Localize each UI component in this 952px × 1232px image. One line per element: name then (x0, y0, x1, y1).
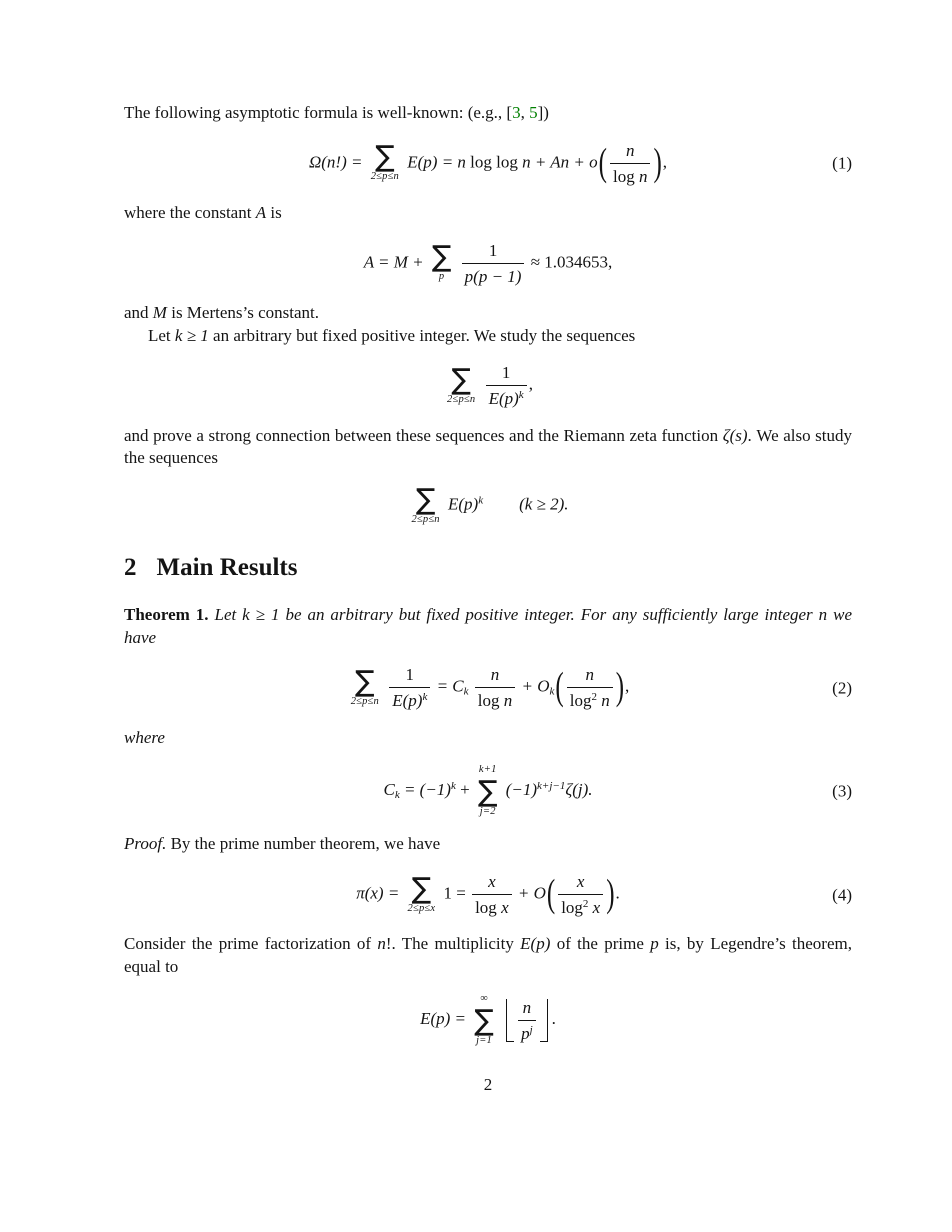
math-condition: (k ≥ 2). (519, 494, 569, 514)
sum-lower-limit: p (438, 271, 445, 283)
body-text: and (124, 303, 153, 322)
sum-lower-limit: 2≤p≤n (411, 513, 440, 525)
body-text: is Mertens’s constant. (166, 303, 320, 322)
fraction-numerator: x (472, 871, 512, 895)
body-text: By the prime number theorem, we have (170, 834, 441, 854)
superscript: 2 (591, 691, 597, 704)
sum-lower-limit: 2≤p≤n (447, 393, 476, 405)
summation-icon: ∑ (451, 361, 471, 396)
sum-lower-limit: j=2 (479, 805, 496, 817)
sum-lower-limit: 2≤p≤n (350, 696, 379, 708)
math-text: ζ(j). (565, 780, 593, 800)
superscript: k (422, 691, 428, 704)
sum-lower-limit: j=1 (476, 1034, 492, 1046)
superscript: k (450, 780, 456, 793)
fraction-numerator: n (567, 664, 613, 688)
fraction (462, 240, 525, 288)
math-operator-log: log log (465, 152, 523, 172)
fraction-numerator: 1 (389, 664, 430, 688)
superscript: k+j−1 (537, 780, 566, 793)
fraction-numerator: 1 (486, 362, 527, 386)
sum-operator (431, 239, 452, 284)
section-number: 2 (124, 554, 137, 582)
sum-upper-limit: k+1 (478, 764, 497, 776)
right-paren: ) (615, 666, 625, 709)
right-floor-icon (540, 999, 548, 1042)
fraction (475, 664, 515, 712)
page-number: 2 (483, 1075, 493, 1095)
fraction-denominator: log n (612, 166, 648, 186)
superscript: j (529, 1023, 533, 1036)
superscript: k (518, 389, 524, 402)
mertens-paragraph (124, 302, 852, 325)
fraction-denominator: $E(p)^k$ (488, 389, 524, 409)
math-text: C (383, 780, 395, 800)
math-operator-plus: + (460, 780, 470, 800)
equation-number: (3) (832, 781, 852, 801)
fraction (389, 664, 430, 712)
equation-1 (124, 140, 852, 188)
fraction-denominator: log x (475, 898, 509, 918)
subscript: k (463, 685, 469, 698)
summation-icon: ∑ (355, 664, 375, 699)
body-text: . We also study the sequences (124, 425, 853, 467)
math-text: π(x) = (356, 883, 400, 903)
consider-paragraph (124, 933, 852, 978)
intro-text: The following asymptotic formula is well-known: (e.g., [ (124, 103, 513, 122)
left-floor-icon (506, 999, 514, 1042)
body-text: an arbitrary but fixed positive integer. We study the sequences (208, 325, 636, 345)
math-text: , (528, 374, 533, 394)
superscript: k (478, 494, 484, 507)
equation-3 (124, 764, 852, 818)
theorem-1-paragraph (124, 604, 852, 649)
left-paren: ( (555, 666, 564, 709)
body-text: is, by Legendre’s theorem, equal to (124, 934, 852, 976)
where-constant-paragraph (124, 202, 852, 225)
summation-icon: ∑ (474, 1002, 494, 1037)
sum-lower-limit: 2≤p≤x (407, 902, 436, 914)
math-text: 1 = (443, 883, 466, 903)
sequence-display-2 (124, 481, 852, 527)
summation-icon: ∑ (415, 481, 436, 516)
math-text: Ω(n!) = (308, 152, 363, 172)
left-paren: ( (546, 873, 556, 916)
fraction-numerator: n (610, 140, 650, 164)
sum-operator (350, 664, 379, 709)
let-k-paragraph (124, 325, 852, 348)
math-text: E(p) = (420, 1009, 467, 1029)
sum-operator (447, 361, 476, 407)
math-text: = C (436, 676, 464, 696)
summation-icon: ∑ (411, 870, 432, 905)
math-text: ≈ 1.034653, (530, 252, 613, 272)
proof-label: Proof. (124, 834, 167, 854)
math-text: = (−1) (403, 780, 451, 800)
equation-2 (124, 664, 852, 712)
body-text: of the prime (550, 934, 651, 954)
math-text: . (615, 883, 620, 903)
fraction-denominator: log n (477, 691, 513, 711)
inline-math: E(p) (520, 934, 551, 954)
sum-lower-limit: 2≤p≤n (370, 171, 399, 183)
fraction (472, 871, 512, 919)
body-text: where the constant (124, 203, 256, 222)
body-text: Consider the prime factorization of (124, 934, 378, 954)
math-text: . (551, 1009, 556, 1029)
equation-number: (2) (832, 678, 852, 698)
math-text: E(p) (447, 494, 479, 514)
citation-separator: , (520, 103, 530, 122)
legendre-formula (124, 993, 852, 1047)
where-text: where (124, 727, 165, 747)
equation-number: (4) (832, 884, 852, 904)
body-text: Let (148, 325, 175, 345)
fraction-denominator: p(p − 1) (464, 266, 522, 286)
inline-math: A (255, 203, 267, 222)
body-text: is (266, 203, 282, 222)
section-heading (124, 554, 852, 582)
constant-A-formula (124, 240, 852, 288)
math-text: , (662, 152, 668, 172)
body-text: !. The multiplicity (385, 934, 521, 954)
sum-upper-limit: ∞ (480, 993, 488, 1005)
math-text: (−1) (505, 780, 538, 800)
fraction-numerator: 1 (462, 240, 525, 264)
sequence-display-1 (124, 362, 852, 410)
left-paren: ( (598, 142, 607, 185)
fraction-denominator: $\log^2 n$ (569, 691, 610, 711)
math-text: A = M + (363, 252, 424, 272)
body-text: and prove a strong connection between these sequences and the Riemann zeta function (124, 425, 723, 445)
math-text: + O (517, 883, 546, 903)
fraction (610, 140, 650, 188)
proof-paragraph (124, 833, 852, 856)
equation-4 (124, 871, 852, 919)
fraction (518, 997, 536, 1045)
sum-operator (407, 870, 436, 916)
fraction (558, 871, 603, 919)
inline-math: M (152, 303, 167, 322)
equation-number: (1) (832, 153, 852, 173)
sum-operator (478, 764, 498, 818)
inline-math: p (650, 934, 659, 954)
citation-link-5[interactable]: 5 (529, 103, 538, 122)
math-text: , (625, 676, 630, 696)
summation-icon: ∑ (431, 239, 452, 274)
section-title: Main Results (156, 554, 298, 582)
sum-operator (411, 481, 440, 527)
right-paren: ) (606, 873, 615, 916)
inline-math: n (377, 934, 386, 954)
intro-paragraph (124, 102, 852, 125)
math-text: + O (521, 676, 550, 696)
prove-paragraph (124, 425, 852, 470)
subscript: k (394, 789, 400, 802)
inline-math: k ≥ 1 (174, 325, 209, 345)
fraction (567, 664, 613, 712)
sum-operator (370, 139, 399, 184)
sum-operator (474, 993, 494, 1047)
math-text: n + An + o (522, 152, 598, 172)
fraction-numerator: n (518, 997, 536, 1021)
fraction (486, 362, 527, 410)
math-text: E(p) = n (407, 152, 466, 172)
theorem-label: Theorem 1. (124, 605, 209, 625)
superscript: 2 (582, 898, 589, 911)
citation-link-3[interactable]: 3 (512, 103, 521, 122)
fraction-numerator: x (558, 871, 603, 895)
subscript: k (549, 685, 555, 698)
fraction-denominator: $\log^2 x$ (561, 898, 601, 918)
fraction-numerator: n (475, 664, 515, 688)
fraction-denominator: $E(p)^k$ (392, 691, 428, 711)
summation-icon: ∑ (375, 139, 395, 174)
intro-text-end: ]) (537, 103, 549, 122)
summation-icon: ∑ (477, 773, 498, 808)
inline-math: ζ(s) (722, 425, 748, 445)
right-paren: ) (653, 142, 662, 185)
theorem-body: Let k ≥ 1 be an arbitrary but fixed positive integer. For any sufficiently large integer n we have (124, 605, 852, 647)
fraction-denominator: $p^j$ (521, 1023, 533, 1043)
